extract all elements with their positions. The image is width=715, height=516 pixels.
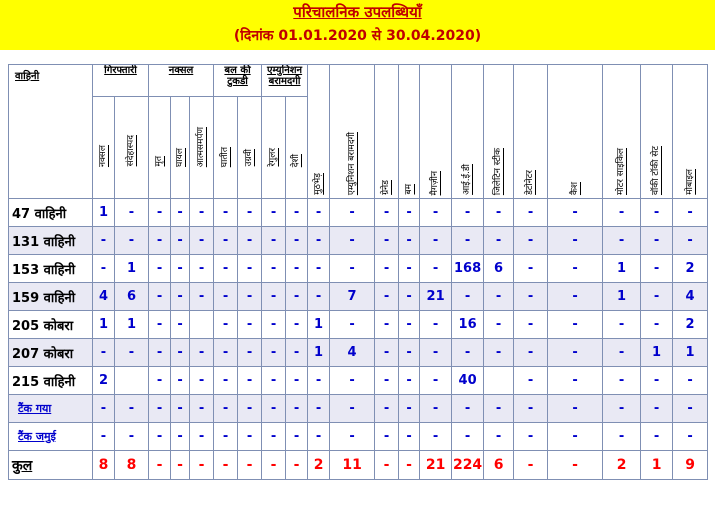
value-cell: - xyxy=(399,451,420,480)
value-cell: 2 xyxy=(673,255,708,283)
value-cell: - xyxy=(286,423,308,451)
col-header: मोटर साइकिल xyxy=(603,65,641,199)
value-cell: - xyxy=(420,423,452,451)
value-cell: - xyxy=(149,255,171,283)
value-cell: - xyxy=(171,227,190,255)
value-cell: - xyxy=(149,283,171,311)
value-cell: - xyxy=(399,311,420,339)
value-cell: - xyxy=(603,227,641,255)
value-cell: - xyxy=(308,395,330,423)
value-cell xyxy=(190,311,214,339)
corner-header: वाहिनी xyxy=(9,65,93,199)
row-label: 131 वाहिनी xyxy=(9,227,93,255)
row-label: 207 कोबरा xyxy=(9,339,93,367)
value-cell: - xyxy=(452,339,484,367)
value-cell: - xyxy=(171,311,190,339)
value-cell: - xyxy=(399,395,420,423)
group-force-unit: बल की टुकडी xyxy=(214,65,262,97)
value-cell: 4 xyxy=(673,283,708,311)
value-cell: 21 xyxy=(420,283,452,311)
value-cell: - xyxy=(171,339,190,367)
value-cell: - xyxy=(171,395,190,423)
value-cell: - xyxy=(262,451,286,480)
value-cell: - xyxy=(149,367,171,395)
page-title: परिचालनिक उपलब्धियाँ xyxy=(293,3,422,21)
table-row xyxy=(9,283,708,311)
value-cell: 2 xyxy=(673,311,708,339)
value-cell: - xyxy=(514,451,548,480)
col-header: मोबाइल xyxy=(673,65,708,199)
col-header: एम्युनिशन बरामदगी xyxy=(330,65,375,199)
value-cell: 16 xyxy=(452,311,484,339)
value-cell: 11 xyxy=(330,451,375,480)
value-cell: - xyxy=(308,199,330,227)
value-cell: - xyxy=(171,283,190,311)
value-cell: - xyxy=(484,339,514,367)
value-cell: - xyxy=(190,367,214,395)
row-label: टैंक जमुई xyxy=(9,423,93,451)
value-cell: - xyxy=(484,311,514,339)
value-cell: - xyxy=(286,283,308,311)
value-cell: - xyxy=(420,367,452,395)
value-cell: - xyxy=(514,339,548,367)
value-cell: - xyxy=(214,451,238,480)
value-cell: - xyxy=(171,199,190,227)
value-cell: - xyxy=(93,227,115,255)
value-cell: 168 xyxy=(452,255,484,283)
value-cell: - xyxy=(375,199,399,227)
value-cell: - xyxy=(149,339,171,367)
col-header: जिलेटिन स्टीक xyxy=(484,65,514,199)
value-cell: 1 xyxy=(93,199,115,227)
value-cell: - xyxy=(484,423,514,451)
value-cell: - xyxy=(452,395,484,423)
value-cell: - xyxy=(673,367,708,395)
value-cell: - xyxy=(171,423,190,451)
value-cell: - xyxy=(420,199,452,227)
value-cell: - xyxy=(603,423,641,451)
value-cell: - xyxy=(190,255,214,283)
value-cell: 1 xyxy=(603,255,641,283)
value-cell: - xyxy=(93,339,115,367)
value-cell xyxy=(115,367,149,395)
value-cell: - xyxy=(238,283,262,311)
value-cell: - xyxy=(190,451,214,480)
value-cell: - xyxy=(238,451,262,480)
value-cell: 1 xyxy=(308,311,330,339)
group-naxal: नक्सल xyxy=(149,65,214,97)
subcol-header: आत्मसमर्पण xyxy=(190,96,214,198)
subcol-header: मृत xyxy=(149,96,171,198)
value-cell: - xyxy=(484,395,514,423)
subcol-header: घायल xyxy=(171,96,190,198)
value-cell: - xyxy=(375,367,399,395)
row-label: 47 वाहिनी xyxy=(9,199,93,227)
value-cell: - xyxy=(420,395,452,423)
value-cell: - xyxy=(190,199,214,227)
value-cell: - xyxy=(238,339,262,367)
value-cell: 224 xyxy=(452,451,484,480)
value-cell: - xyxy=(399,423,420,451)
value-cell: - xyxy=(548,199,603,227)
value-cell: - xyxy=(375,311,399,339)
row-label: 215 वाहिनी xyxy=(9,367,93,395)
value-cell: - xyxy=(484,199,514,227)
subcol-header: घातीत xyxy=(214,96,238,198)
value-cell: 1 xyxy=(673,339,708,367)
table-row xyxy=(9,339,708,367)
row-label: टैंक गया xyxy=(9,395,93,423)
value-cell: 6 xyxy=(115,283,149,311)
value-cell: - xyxy=(484,283,514,311)
value-cell: - xyxy=(514,311,548,339)
value-cell: - xyxy=(93,255,115,283)
value-cell: - xyxy=(238,367,262,395)
value-cell: - xyxy=(286,255,308,283)
value-cell: - xyxy=(286,367,308,395)
value-cell: - xyxy=(190,339,214,367)
value-cell: - xyxy=(238,395,262,423)
value-cell: - xyxy=(673,395,708,423)
value-cell: - xyxy=(115,423,149,451)
value-cell: - xyxy=(214,423,238,451)
value-cell: 9 xyxy=(673,451,708,480)
value-cell: - xyxy=(149,199,171,227)
value-cell: - xyxy=(548,367,603,395)
table-row xyxy=(9,199,708,227)
value-cell: - xyxy=(375,283,399,311)
value-cell: - xyxy=(262,255,286,283)
col-header: डेटोनेटर xyxy=(514,65,548,199)
value-cell: - xyxy=(420,311,452,339)
value-cell: - xyxy=(641,283,673,311)
value-cell: - xyxy=(115,199,149,227)
row-label: 153 वाहिनी xyxy=(9,255,93,283)
value-cell: - xyxy=(214,227,238,255)
value-cell: - xyxy=(115,227,149,255)
col-header: वॉकी टॉकी सेट xyxy=(641,65,673,199)
value-cell: - xyxy=(452,283,484,311)
date-range: (दिनांक 01.01.2020 से 30.04.2020) xyxy=(233,28,482,44)
value-cell: - xyxy=(375,255,399,283)
value-cell: - xyxy=(641,255,673,283)
value-cell: - xyxy=(548,423,603,451)
value-cell: - xyxy=(603,367,641,395)
value-cell: - xyxy=(514,395,548,423)
subcol-header: उग्रवी xyxy=(238,96,262,198)
value-cell: 1 xyxy=(641,339,673,367)
value-cell: - xyxy=(514,423,548,451)
value-cell: 2 xyxy=(93,367,115,395)
subcol-header: संदेहास्पद xyxy=(115,96,149,198)
subcol-header: देशी xyxy=(286,96,308,198)
value-cell: 6 xyxy=(484,451,514,480)
value-cell: - xyxy=(399,367,420,395)
value-cell: - xyxy=(171,255,190,283)
value-cell: - xyxy=(399,283,420,311)
value-cell: - xyxy=(238,199,262,227)
value-cell: - xyxy=(238,311,262,339)
value-cell: - xyxy=(514,199,548,227)
value-cell: 2 xyxy=(308,451,330,480)
value-cell: - xyxy=(262,227,286,255)
table-row xyxy=(9,227,708,255)
value-cell: - xyxy=(548,311,603,339)
value-cell: 1 xyxy=(603,283,641,311)
value-cell: 1 xyxy=(308,339,330,367)
value-cell: - xyxy=(330,367,375,395)
value-cell: - xyxy=(548,255,603,283)
value-cell: - xyxy=(420,227,452,255)
value-cell: - xyxy=(238,255,262,283)
value-cell: - xyxy=(214,199,238,227)
total-row xyxy=(9,451,708,480)
value-cell: - xyxy=(238,227,262,255)
value-cell: - xyxy=(286,395,308,423)
value-cell: - xyxy=(641,423,673,451)
value-cell: - xyxy=(93,395,115,423)
value-cell: - xyxy=(548,283,603,311)
value-cell: - xyxy=(308,255,330,283)
col-header: कैश xyxy=(548,65,603,199)
value-cell: - xyxy=(308,367,330,395)
achievements-table xyxy=(8,64,708,480)
value-cell: - xyxy=(399,199,420,227)
value-cell: - xyxy=(115,339,149,367)
value-cell: - xyxy=(149,395,171,423)
table-row xyxy=(9,423,708,451)
value-cell: - xyxy=(603,199,641,227)
col-header: आई.ई.डी xyxy=(452,65,484,199)
value-cell: - xyxy=(514,283,548,311)
value-cell: - xyxy=(514,367,548,395)
value-cell: - xyxy=(238,423,262,451)
value-cell: - xyxy=(262,283,286,311)
value-cell: - xyxy=(375,227,399,255)
table-row xyxy=(9,395,708,423)
value-cell: - xyxy=(330,423,375,451)
value-cell: - xyxy=(375,395,399,423)
value-cell: - xyxy=(262,395,286,423)
col-header: मैगज़ीन xyxy=(420,65,452,199)
subcol-header: रेगुलर xyxy=(262,96,286,198)
value-cell: - xyxy=(308,283,330,311)
subcol-header: नक्सल xyxy=(93,96,115,198)
table-row xyxy=(9,311,708,339)
col-header: ग्रेनेड xyxy=(375,65,399,199)
value-cell: - xyxy=(330,311,375,339)
value-cell: - xyxy=(420,339,452,367)
value-cell: 4 xyxy=(93,283,115,311)
value-cell: - xyxy=(603,395,641,423)
value-cell: - xyxy=(673,423,708,451)
value-cell: - xyxy=(548,339,603,367)
value-cell: - xyxy=(214,367,238,395)
value-cell: - xyxy=(286,227,308,255)
value-cell: 40 xyxy=(452,367,484,395)
value-cell: - xyxy=(262,423,286,451)
value-cell: - xyxy=(262,339,286,367)
value-cell: - xyxy=(641,367,673,395)
row-label: 159 वाहिनी xyxy=(9,283,93,311)
value-cell: - xyxy=(286,339,308,367)
value-cell: 8 xyxy=(115,451,149,480)
table-row xyxy=(9,367,708,395)
value-cell: - xyxy=(641,311,673,339)
value-cell: - xyxy=(514,255,548,283)
value-cell: - xyxy=(93,423,115,451)
value-cell: - xyxy=(452,423,484,451)
value-cell: - xyxy=(330,227,375,255)
value-cell: 2 xyxy=(603,451,641,480)
value-cell: - xyxy=(452,227,484,255)
value-cell: - xyxy=(375,423,399,451)
value-cell: 8 xyxy=(93,451,115,480)
value-cell: - xyxy=(603,339,641,367)
value-cell: - xyxy=(262,311,286,339)
value-cell: - xyxy=(214,339,238,367)
value-cell: - xyxy=(149,423,171,451)
value-cell: - xyxy=(149,451,171,480)
value-cell: - xyxy=(262,199,286,227)
value-cell: - xyxy=(484,227,514,255)
value-cell: - xyxy=(673,227,708,255)
value-cell: 1 xyxy=(641,451,673,480)
value-cell: - xyxy=(641,227,673,255)
table-row xyxy=(9,255,708,283)
group-arrests: गिरफ्तारी xyxy=(93,65,149,97)
value-cell: - xyxy=(548,395,603,423)
value-cell: - xyxy=(171,367,190,395)
value-cell xyxy=(484,367,514,395)
col-header: बम xyxy=(399,65,420,199)
value-cell: - xyxy=(286,311,308,339)
value-cell: - xyxy=(262,367,286,395)
value-cell: - xyxy=(308,227,330,255)
col-header: मुठभेड़ xyxy=(308,65,330,199)
value-cell: - xyxy=(641,395,673,423)
value-cell: - xyxy=(286,199,308,227)
value-cell: 21 xyxy=(420,451,452,480)
value-cell: - xyxy=(330,395,375,423)
value-cell: - xyxy=(286,451,308,480)
value-cell: - xyxy=(375,451,399,480)
value-cell: - xyxy=(399,255,420,283)
value-cell: - xyxy=(330,255,375,283)
value-cell: - xyxy=(190,227,214,255)
value-cell: - xyxy=(399,339,420,367)
value-cell: - xyxy=(420,255,452,283)
value-cell: 6 xyxy=(484,255,514,283)
value-cell: - xyxy=(214,395,238,423)
group-ammo: एम्युनिशन बरामदगी xyxy=(262,65,308,97)
value-cell: - xyxy=(330,199,375,227)
value-cell: - xyxy=(214,311,238,339)
row-label: कुल xyxy=(9,451,93,480)
row-label: 205 कोबरा xyxy=(9,311,93,339)
value-cell: - xyxy=(548,227,603,255)
value-cell: - xyxy=(149,227,171,255)
value-cell: 7 xyxy=(330,283,375,311)
value-cell: - xyxy=(514,227,548,255)
value-cell: - xyxy=(452,199,484,227)
value-cell: - xyxy=(171,451,190,480)
title-band xyxy=(0,0,715,50)
value-cell: - xyxy=(190,283,214,311)
value-cell: - xyxy=(548,451,603,480)
value-cell: - xyxy=(375,339,399,367)
value-cell: - xyxy=(308,423,330,451)
value-cell: - xyxy=(214,255,238,283)
value-cell: 1 xyxy=(115,255,149,283)
value-cell: - xyxy=(603,311,641,339)
value-cell: 1 xyxy=(93,311,115,339)
value-cell: - xyxy=(399,227,420,255)
value-cell: - xyxy=(190,395,214,423)
value-cell: - xyxy=(641,199,673,227)
value-cell: - xyxy=(190,423,214,451)
value-cell: - xyxy=(673,199,708,227)
value-cell: 1 xyxy=(115,311,149,339)
value-cell: 4 xyxy=(330,339,375,367)
value-cell: - xyxy=(214,283,238,311)
value-cell: - xyxy=(115,395,149,423)
value-cell: - xyxy=(149,311,171,339)
